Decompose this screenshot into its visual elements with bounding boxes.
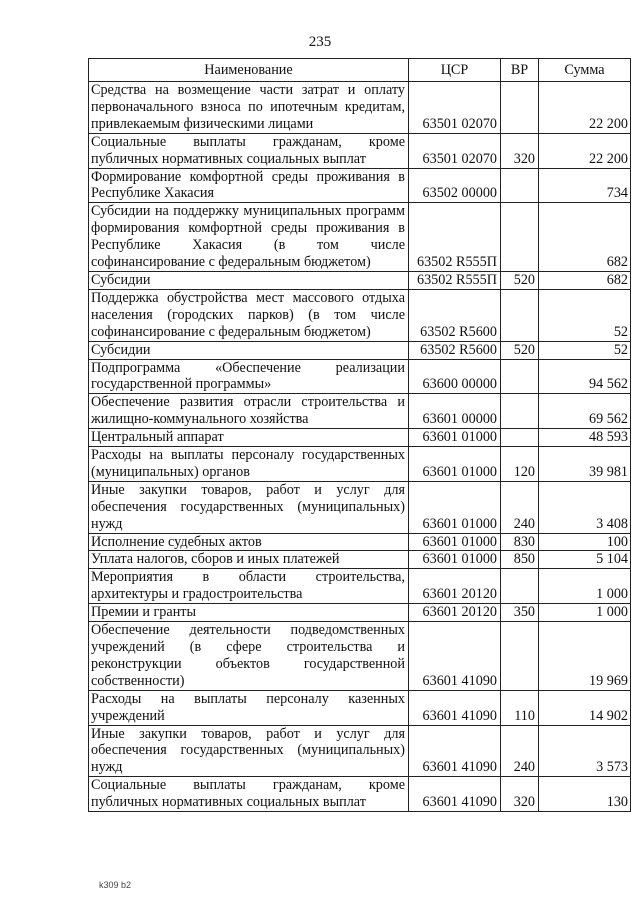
row-name-cell: Премии и гранты <box>89 604 409 622</box>
row-sum-cell: 22 200 <box>539 82 631 134</box>
row-name-cell: Обеспечение деятельности подведомственных учреждений (в сфере строительства и реконструкции объектов государственной собственности) <box>89 622 409 691</box>
table-row <box>89 429 631 447</box>
row-vr-cell <box>501 569 539 604</box>
row-sum-cell: 682 <box>539 271 631 289</box>
row-name-cell: Формирование комфортной среды проживания в Республике Хакасия <box>89 168 409 203</box>
row-sum-cell: 1 000 <box>539 569 631 604</box>
row-vr-cell <box>501 429 539 447</box>
row-sum-cell: 682 <box>539 203 631 272</box>
row-csr-cell: 63502 R5600 <box>409 341 501 359</box>
row-csr-cell: 63600 00000 <box>409 359 501 394</box>
row-sum-cell: 3 573 <box>539 725 631 777</box>
table-row <box>89 394 631 429</box>
row-name-cell: Обеспечение развития отрасли строительства и жилищно-коммунального хозяйства <box>89 394 409 429</box>
row-sum-cell: 52 <box>539 289 631 341</box>
table-row <box>89 447 631 482</box>
row-sum-cell: 3 408 <box>539 481 631 533</box>
page-number: 235 <box>308 34 332 50</box>
row-vr-cell: 110 <box>501 690 539 725</box>
table-row <box>89 481 631 533</box>
row-csr-cell: 63601 41090 <box>409 690 501 725</box>
row-sum-cell: 48 593 <box>539 429 631 447</box>
table-row <box>89 203 631 272</box>
row-vr-cell <box>501 82 539 134</box>
header-name: Наименование <box>89 59 409 82</box>
row-sum-cell: 69 562 <box>539 394 631 429</box>
row-sum-cell: 22 200 <box>539 133 631 168</box>
row-csr-cell: 63601 01000 <box>409 447 501 482</box>
row-sum-cell: 734 <box>539 168 631 203</box>
budget-table <box>88 58 631 812</box>
row-name-cell: Уплата налогов, сборов и иных платежей <box>89 551 409 569</box>
row-vr-cell: 350 <box>501 604 539 622</box>
footer-code: k309 b2 <box>99 880 132 890</box>
row-vr-cell: 850 <box>501 551 539 569</box>
table-row <box>89 289 631 341</box>
table-row <box>89 622 631 691</box>
row-csr-cell: 63501 02070 <box>409 133 501 168</box>
table-row <box>89 533 631 551</box>
row-sum-cell: 130 <box>539 777 631 812</box>
table-row <box>89 133 631 168</box>
header-sum: Сумма <box>539 59 631 82</box>
row-vr-cell: 320 <box>501 133 539 168</box>
row-sum-cell: 1 000 <box>539 604 631 622</box>
row-csr-cell: 63601 01000 <box>409 481 501 533</box>
row-csr-cell: 63601 01000 <box>409 551 501 569</box>
row-sum-cell: 5 104 <box>539 551 631 569</box>
row-csr-cell: 63601 01000 <box>409 429 501 447</box>
row-vr-cell <box>501 622 539 691</box>
row-sum-cell: 19 969 <box>539 622 631 691</box>
row-sum-cell: 100 <box>539 533 631 551</box>
row-vr-cell: 320 <box>501 777 539 812</box>
table-row <box>89 271 631 289</box>
row-csr-cell: 63502 R555П <box>409 271 501 289</box>
row-name-cell: Иные закупки товаров, работ и услуг для обеспечения государственных (муниципальных) нужд <box>89 481 409 533</box>
row-vr-cell: 520 <box>501 341 539 359</box>
header-vr: ВР <box>501 59 539 82</box>
row-vr-cell <box>501 168 539 203</box>
table-row <box>89 777 631 812</box>
row-name-cell: Мероприятия в области строительства, архитектуры и градостроительства <box>89 569 409 604</box>
row-sum-cell: 14 902 <box>539 690 631 725</box>
row-name-cell: Социальные выплаты гражданам, кроме публичных нормативных социальных выплат <box>89 777 409 812</box>
row-csr-cell: 63502 00000 <box>409 168 501 203</box>
row-name-cell: Центральный аппарат <box>89 429 409 447</box>
row-name-cell: Субсидии на поддержку муниципальных программ формирования комфортной среды проживания в Республике Хакасия (в том числе софинансирование с федеральным бюджетом) <box>89 203 409 272</box>
table-row <box>89 551 631 569</box>
row-name-cell: Подпрограмма «Обеспечение реализации государственной программы» <box>89 359 409 394</box>
row-name-cell: Средства на возмещение части затрат и оплату первоначального взноса по ипотечным кредитам, привлекаемым физическими лицами <box>89 82 409 134</box>
row-vr-cell <box>501 359 539 394</box>
table-row <box>89 569 631 604</box>
row-csr-cell: 63601 41090 <box>409 725 501 777</box>
row-vr-cell: 240 <box>501 725 539 777</box>
table-row <box>89 690 631 725</box>
row-csr-cell: 63501 02070 <box>409 82 501 134</box>
row-name-cell: Субсидии <box>89 271 409 289</box>
row-name-cell: Иные закупки товаров, работ и услуг для обеспечения государственных (муниципальных) нужд <box>89 725 409 777</box>
table-row <box>89 82 631 134</box>
row-name-cell: Поддержка обустройства мест массового отдыха населения (городских парков) (в том числе софинансирование с федеральным бюджетом) <box>89 289 409 341</box>
row-csr-cell: 63601 41090 <box>409 622 501 691</box>
row-csr-cell: 63601 00000 <box>409 394 501 429</box>
row-vr-cell <box>501 289 539 341</box>
row-csr-cell: 63601 20120 <box>409 569 501 604</box>
row-sum-cell: 94 562 <box>539 359 631 394</box>
table-row <box>89 168 631 203</box>
row-csr-cell: 63601 41090 <box>409 777 501 812</box>
row-vr-cell: 520 <box>501 271 539 289</box>
row-csr-cell: 63502 R555П <box>409 203 501 272</box>
row-name-cell: Исполнение судебных актов <box>89 533 409 551</box>
table-body <box>89 82 631 812</box>
row-name-cell: Расходы на выплаты персоналу казенных учреждений <box>89 690 409 725</box>
table-row <box>89 341 631 359</box>
row-sum-cell: 52 <box>539 341 631 359</box>
header-csr: ЦСР <box>409 59 501 82</box>
row-vr-cell <box>501 203 539 272</box>
row-sum-cell: 39 981 <box>539 447 631 482</box>
table-row <box>89 359 631 394</box>
table-row <box>89 725 631 777</box>
row-csr-cell: 63601 01000 <box>409 533 501 551</box>
table-row <box>89 604 631 622</box>
row-vr-cell: 240 <box>501 481 539 533</box>
row-name-cell: Социальные выплаты гражданам, кроме публичных нормативных социальных выплат <box>89 133 409 168</box>
row-csr-cell: 63601 20120 <box>409 604 501 622</box>
row-name-cell: Субсидии <box>89 341 409 359</box>
row-vr-cell: 120 <box>501 447 539 482</box>
table-header-row <box>89 59 631 82</box>
row-csr-cell: 63502 R5600 <box>409 289 501 341</box>
row-vr-cell <box>501 394 539 429</box>
row-name-cell: Расходы на выплаты персоналу государственных (муниципальных) органов <box>89 447 409 482</box>
row-vr-cell: 830 <box>501 533 539 551</box>
